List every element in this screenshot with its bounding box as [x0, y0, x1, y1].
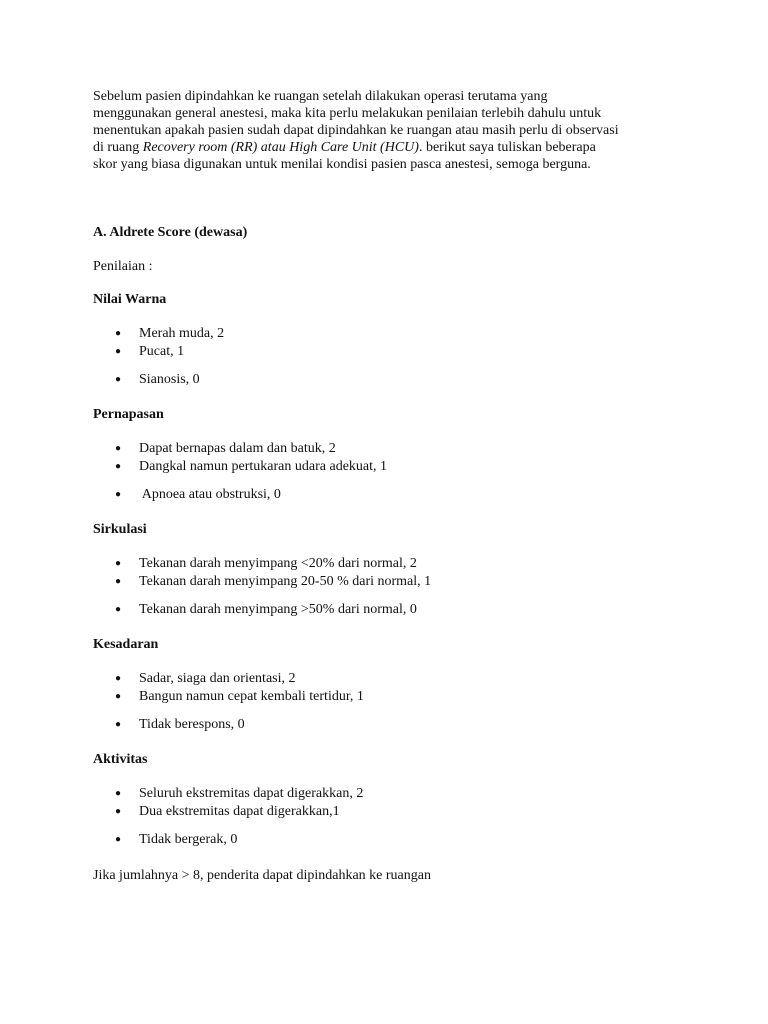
bullet-icon: ●	[115, 834, 122, 845]
list-item-text: Apnoea atau obstruksi, 0	[139, 487, 281, 502]
group-title: Sirkulasi	[93, 522, 147, 537]
intro-paragraph	[93, 88, 693, 173]
list-item-text: Dua ekstremitas dapat digerakkan,1	[139, 804, 340, 819]
list-item-text: Pucat, 1	[139, 344, 185, 359]
bullet-icon: ●	[115, 443, 122, 454]
bullet-icon: ●	[115, 719, 122, 730]
list-item	[93, 343, 693, 361]
intro-line: menggunakan general anestesi, maka kita perlu melakukan penilaian terlebih dahulu untuk	[93, 106, 602, 121]
group-title: Kesadaran	[93, 637, 159, 652]
list-item	[93, 555, 693, 573]
bullet-icon: ●	[115, 489, 122, 500]
list-item-text: Tidak bergerak, 0	[139, 832, 238, 847]
bullet-icon: ●	[115, 806, 122, 817]
list-item	[93, 785, 693, 803]
list-item	[93, 486, 693, 504]
intro-text: . berikut saya tuliskan beberapa	[418, 140, 596, 155]
bullet-icon: ●	[115, 461, 122, 472]
intro-text: di ruang	[93, 140, 143, 155]
list-item-text: Tekanan darah menyimpang 20-50 % dari normal, 1	[139, 574, 432, 589]
intro-line: skor yang biasa digunakan untuk menilai kondisi pasien pasca anestesi, semoga berguna.	[93, 157, 591, 172]
bullet-icon: ●	[115, 576, 122, 587]
list-item-text: Bangun namun cepat kembali tertidur, 1	[139, 689, 364, 704]
bullet-icon: ●	[115, 374, 122, 385]
list-item	[93, 670, 693, 688]
list-item-text: Tekanan darah menyimpang >50% dari normal, 0	[139, 602, 417, 617]
bullet-icon: ●	[115, 346, 122, 357]
group-title: Nilai Warna	[93, 292, 167, 307]
list-item	[93, 458, 693, 476]
list-item	[93, 831, 693, 849]
list-item	[93, 440, 693, 458]
list-item	[93, 688, 693, 706]
bullet-icon: ●	[115, 558, 122, 569]
bullet-icon: ●	[115, 328, 122, 339]
group-list	[93, 785, 693, 849]
intro-italic-text: Recovery room (RR) atau High Care Unit (HCU)	[142, 140, 419, 155]
group-list	[93, 555, 693, 619]
intro-line: Sebelum pasien dipindahkan ke ruangan setelah dilakukan operasi terutama yang	[93, 89, 548, 104]
intro-line: menentukan apakah pasien sudah dapat dipindahkan ke ruangan atau masih perlu di observasi	[93, 123, 619, 138]
list-item-text: Dapat bernapas dalam dan batuk, 2	[139, 441, 336, 456]
list-item-text: Sianosis, 0	[139, 372, 200, 387]
group-list	[93, 440, 693, 504]
list-item-text: Tekanan darah menyimpang <20% dari normal, 2	[139, 556, 417, 571]
list-item	[93, 325, 693, 343]
list-item-text: Dangkal namun pertukaran udara adekuat, 1	[139, 459, 388, 474]
list-item-text: Tidak berespons, 0	[139, 717, 245, 732]
bullet-icon: ●	[115, 788, 122, 799]
section-title: A. Aldrete Score (dewasa)	[93, 225, 248, 240]
list-item-text: Merah muda, 2	[139, 326, 225, 341]
group-list	[93, 670, 693, 734]
bullet-icon: ●	[115, 604, 122, 615]
list-item-text: Seluruh ekstremitas dapat digerakkan, 2	[139, 786, 364, 801]
list-item	[93, 803, 693, 821]
score-groups	[93, 291, 693, 849]
intro-line	[93, 139, 693, 156]
document-page	[93, 88, 693, 884]
list-item	[93, 371, 693, 389]
list-item-text: Sadar, siaga dan orientasi, 2	[139, 671, 296, 686]
group-title: Pernapasan	[93, 407, 164, 422]
footer-note: Jika jumlahnya > 8, penderita dapat dipindahkan ke ruangan	[93, 868, 431, 883]
group-list	[93, 325, 693, 389]
list-item	[93, 716, 693, 734]
list-item	[93, 573, 693, 591]
group-title: Aktivitas	[93, 752, 148, 767]
bullet-icon: ●	[115, 673, 122, 684]
list-item	[93, 601, 693, 619]
bullet-icon: ●	[115, 691, 122, 702]
penilaian-label: Penilaian :	[93, 259, 153, 274]
